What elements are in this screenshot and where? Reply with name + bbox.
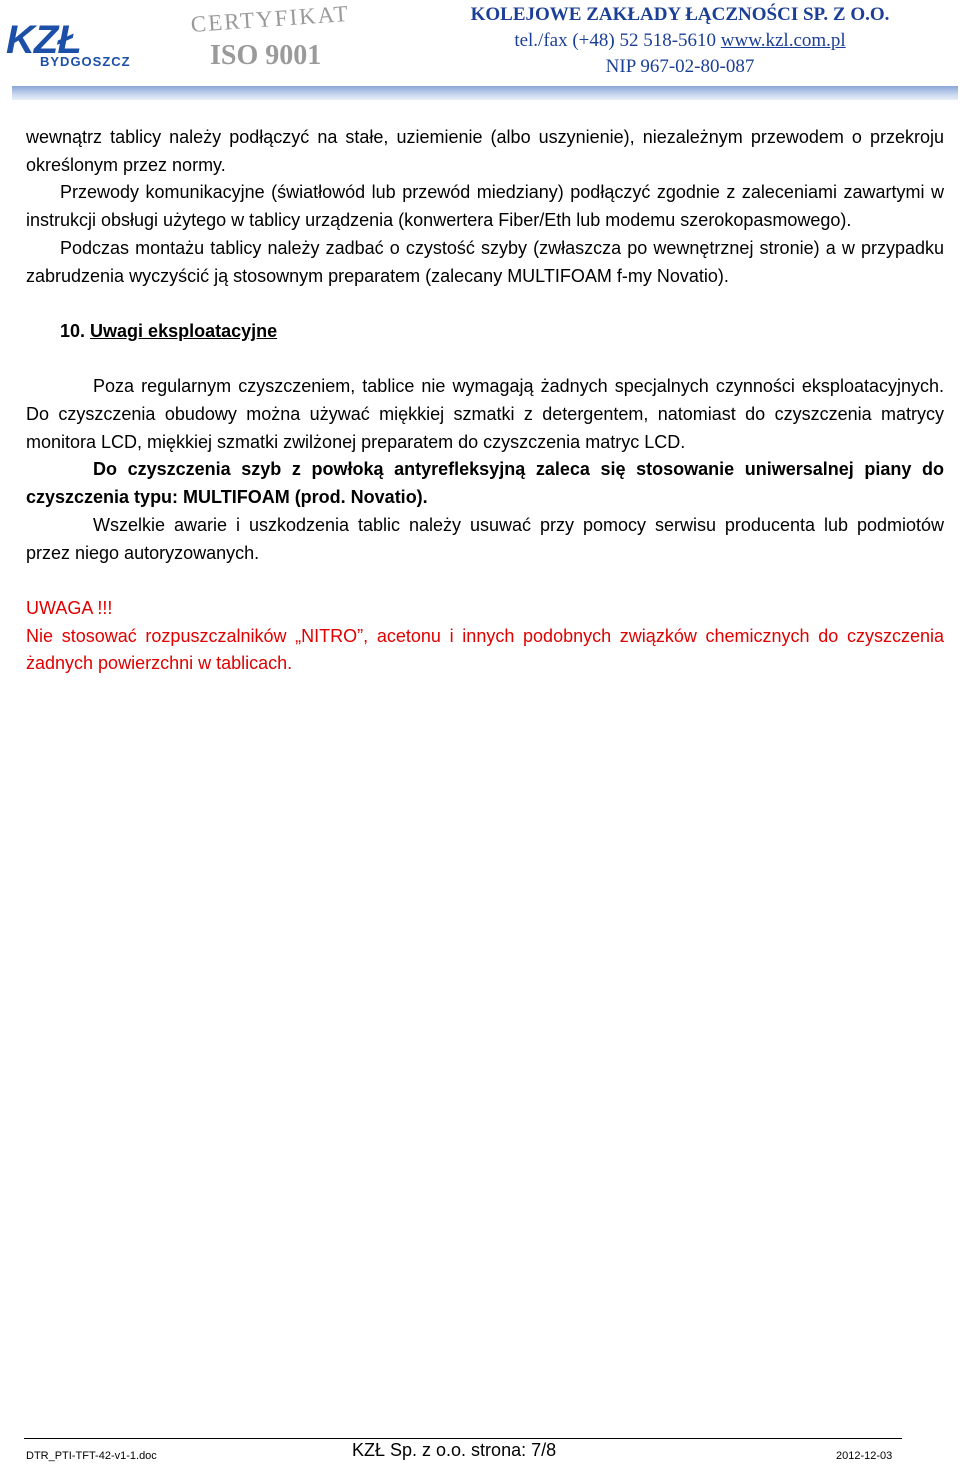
section-heading	[26, 318, 944, 346]
footer-date: 2012-12-03	[836, 1450, 893, 1462]
paragraph-communication-cables: Przewody komunikacyjne (światłowód lub przewód miedziany) podłączyć zgodnie z zaleceniami zawartymi w instrukcji obsługi użytego w tablicy urządzenia (konwertera Fiber/Eth lub modemu szerokopasmowego).	[26, 182, 944, 231]
paragraph-maintenance: Poza regularnym czyszczeniem, tablice nie wymagają żadnych specjalnych czynności eksploatacyjnych. Do czyszczenia obudowy można używać miękkiej szmatki z detergentem, natomiast do czyszczenia matrycy monitora LCD, miękkiej szmatki zwilżonej preparatem do czyszczenia matryc LCD.	[26, 376, 944, 452]
paragraph-grounding: wewnątrz tablicy należy podłączyć na stałe, uziemienie (albo uszynienie), niezależnym przewodem o przekroju określonym przez normy.	[26, 127, 944, 175]
company-logo	[4, 14, 154, 72]
phone-fax: tel./fax (+48) 52 518-5610	[514, 30, 721, 51]
website-link[interactable]: www.kzl.com.pl	[720, 30, 846, 51]
page-header	[0, 0, 960, 102]
warning-title: UWAGA !!!	[26, 597, 113, 618]
company-nip: NIP 967-02-80-087	[605, 56, 755, 77]
logo-text: KZŁ	[6, 18, 81, 62]
footer-divider	[24, 1438, 902, 1439]
iso-certificate-logo	[190, 0, 351, 72]
iso-label: ISO 9001	[210, 40, 322, 71]
section-number: 10.	[60, 320, 86, 341]
paragraph-service: Wszelkie awarie i uszkodzenia tablic należy usuwać przy pomocy serwisu producenta lub podmiotów przez niego autoryzowanych.	[26, 514, 944, 563]
paragraph-glass-cleaning: Podczas montażu tablicy należy zadbać o czystość szyby (zwłaszcza po wewnętrznej stronie) a w przypadku zabrudzenia wyczyścić ją stosownym preparatem (zalecany MULTIFOAM f-my Novatio).	[26, 237, 944, 286]
paragraph-antireflective: Do czyszczenia szyb z powłoką antyrefleksyjną zaleca się stosowanie uniwersalnej piany do czyszczenia typu: MULTIFOAM (prod. Novatio).	[26, 459, 944, 508]
company-name: KOLEJOWE ZAKŁADY ŁĄCZNOŚCI SP. Z O.O.	[470, 4, 890, 25]
footer-doc-name: DTR_PTI-TFT-42-v1-1.doc	[26, 1450, 157, 1462]
company-info	[420, 2, 940, 80]
header-divider	[12, 86, 958, 100]
footer-page-info: KZŁ Sp. z o.o. strona: 7/8	[352, 1440, 557, 1460]
document-body	[26, 124, 944, 678]
section-title: Uwagi eksploatacyjne	[90, 320, 278, 341]
company-contact	[420, 28, 940, 54]
warning-text: Nie stosować rozpuszczalników „NITRO”, acetonu i innych podobnych związków chemicznych do czyszczenia żadnych powierzchni w tablicach.	[26, 625, 944, 674]
logo-subtitle: BYDGOSZCZ	[40, 54, 131, 69]
certificate-label: CERTYFIKAT	[190, 0, 351, 37]
